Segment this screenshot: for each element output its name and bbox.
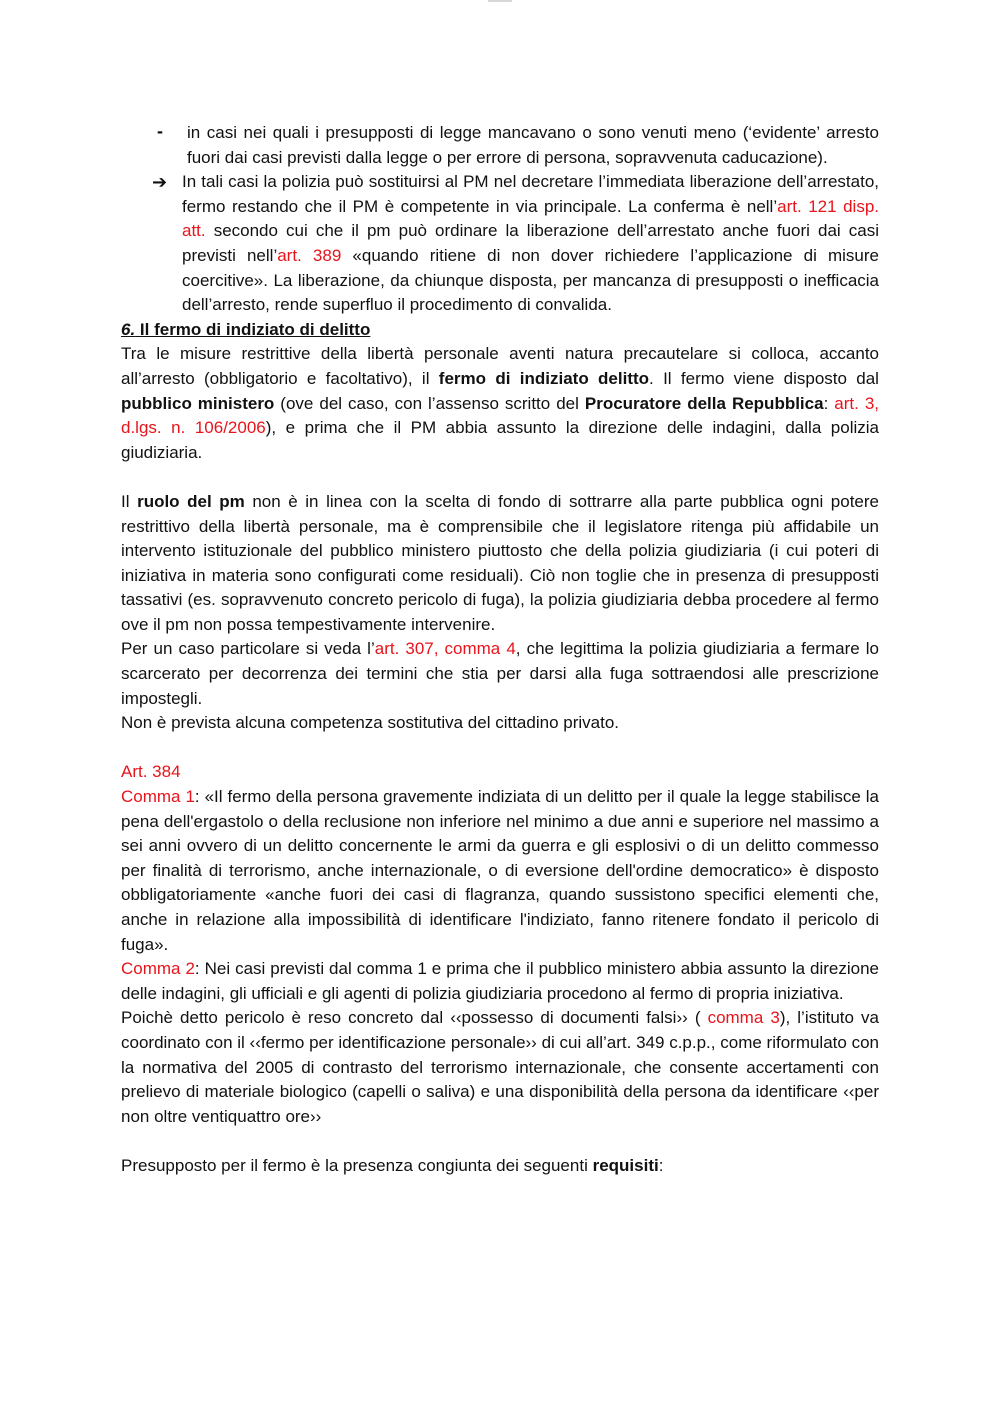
paragraph-pericolo	[121, 1006, 879, 1129]
reference-link-art-121: art. 121 disp. att.	[182, 196, 880, 241]
para2-text-1: Il	[121, 491, 138, 511]
para2-text-2: non è in linea con la scelta di fondo di sottrarre alla parte pubblica ogni potere restrittivo della libertà personale, ma è comprensibile che il legislatore ritenga più affidabile un intervento istituzionale del pubblico ministero piuttosto che della polizia giudiziaria (i cui poteri di iniziativa in materia sono configurati come residuali). Ciò non toglie che in presenza di presupposti tassativi (es. sopravvenuto concreto pericolo di fuga), la polizia giudiziaria debba procedere al fermo ove il pm non possa tempestivamente intervenire.	[121, 491, 879, 634]
bullet-item	[121, 121, 879, 170]
comma-1-text: : «Il fermo della persona gravemente indiziata di un delitto per il quale la legge stabilisce la pena dell'ergastolo o della reclusione non inferiore nel minimo a due anni e superiore nel massimo a sei anni ovvero di un delitto concernente le armi da guerra e gli esplosivi o di un delitto commesso per finalità di terrorismo, anche internazionale, o di eversione dell'ordine democratico» è disposto obbligatoriamente «anche fuori dei casi di flagranza, quando sussistono specifici elementi che, anche in relazione alla impossibilità di identificare l'indiziato, fanno ritenere fondato il pericolo di fuga».	[121, 787, 879, 954]
para1-text-3: (ove del caso, con l’assenso scritto del	[274, 393, 585, 413]
paragraph-ruolo-pm	[121, 490, 879, 638]
reference-link-dlgs-106: art. 3, d.lgs. n. 106/2006	[121, 393, 880, 438]
blank-line	[121, 736, 879, 761]
comma-1-label: Comma 1	[121, 787, 195, 807]
paragraph-comma-2	[121, 957, 879, 1006]
comma-2-text: : Nei casi previsti dal comma 1 e prima che il pubblico ministero abbia assunto la direzione delle indagini, gli ufficiali e gli agenti di polizia giudiziaria procedono al fermo di propria iniziativa.	[121, 959, 879, 1003]
reference-link-art-307: art. 307, comma 4	[374, 639, 516, 659]
para1-bold-2: pubblico ministero	[121, 393, 275, 413]
paragraph-fermo-intro	[121, 342, 879, 465]
comma-2-label: Comma 2	[121, 959, 195, 979]
para3-text-1: Per un caso particolare si veda l’	[121, 639, 375, 659]
page-header-mark	[488, 0, 512, 2]
section-heading	[121, 318, 879, 343]
paragraph-presupposto	[121, 1154, 879, 1179]
paragraph-caso-particolare	[121, 637, 879, 711]
para1-text-1: Tra le misure restrittive della libertà personale aventi natura precautelare si colloca, accanto all’arresto (obbligatorio e facoltativo), il	[121, 344, 879, 388]
reference-link-art-389: art. 389	[277, 245, 342, 265]
bullet-marker: -	[157, 121, 163, 141]
paragraph-comma-1	[121, 785, 879, 957]
arrow-item	[121, 170, 879, 318]
paragraph-competenza: Non è prevista alcuna competenza sostitutiva del cittadino privato.	[121, 713, 619, 733]
page-content	[121, 121, 879, 1179]
arrow-text-1: In tali casi la polizia può sostituirsi al PM nel decretare l’immediata liberazione dell’arrestato, fermo restando che il PM è competente in via principale. La conferma è nell’	[182, 172, 879, 216]
para6-text-2: :	[658, 1155, 664, 1175]
para1-text-2: . Il fermo viene disposto dal	[649, 368, 879, 388]
bullet-text: in casi nei quali i presupposti di legge mancavano o sono venuti meno (‘evidente’ arresto fuori dai casi previsti dalla legge o per errore di persona, sopravvenuta caducazione).	[187, 123, 879, 167]
section-title: Il fermo di indiziato di delitto	[135, 319, 371, 339]
para6-text-1: Presupposto per il fermo è la presenza congiunta dei seguenti	[121, 1155, 593, 1175]
arrow-text-2: secondo cui che il pm può ordinare la liberazione dell’arrestato anche fuori dai casi previsti nell’	[182, 221, 879, 265]
arrow-text-3: «quando ritiene di non dover richiedere l’applicazione di misure coercitive». La liberazione, da chiunque disposta, per mancanza di presupposti o inefficacia dell’arresto, rende superfluo il procedimento di convalida.	[182, 245, 879, 315]
reference-link-comma-3: comma 3	[707, 1008, 780, 1028]
para5-text-2: ), l’istituto va coordinato con il ‹‹fermo per identificazione personale›› di cui all’art. 349 c.p.p., come riformulato con la normativa del 2005 di contrasto del terrorismo internazionale, che consente accertamenti con prelievo di materiale biologico (capelli o saliva) e una disponibilità della persona da identificare ‹‹per non oltre ventiquattro ore››	[121, 1008, 879, 1126]
blank-line	[121, 465, 879, 490]
para5-text-1: Poichè detto pericolo è reso concreto dal ‹‹possesso di documenti falsi›› (	[121, 1008, 708, 1028]
para2-bold-1: ruolo del pm	[137, 491, 245, 511]
article-title: Art. 384	[121, 762, 181, 782]
para3-text-2: , che legittima la polizia giudiziaria a fermare lo scarcerato per decorrenza dei termini che stia per darsi alla fuga sottraendosi alle prescrizione impostegli.	[121, 639, 879, 708]
para6-bold-1: requisiti	[592, 1155, 659, 1175]
para1-bold-1: fermo di indiziato delitto	[438, 368, 650, 388]
section-number: 6.	[121, 319, 136, 339]
para1-text-5: ), e prima che il PM abbia assunto la direzione delle indagini, dalla polizia giudiziaria.	[121, 418, 879, 462]
arrow-right-icon: ➔	[152, 172, 168, 193]
blank-line	[121, 1129, 879, 1154]
para1-text-4: :	[823, 393, 835, 413]
para1-bold-3: Procuratore della Repubblica	[584, 393, 824, 413]
